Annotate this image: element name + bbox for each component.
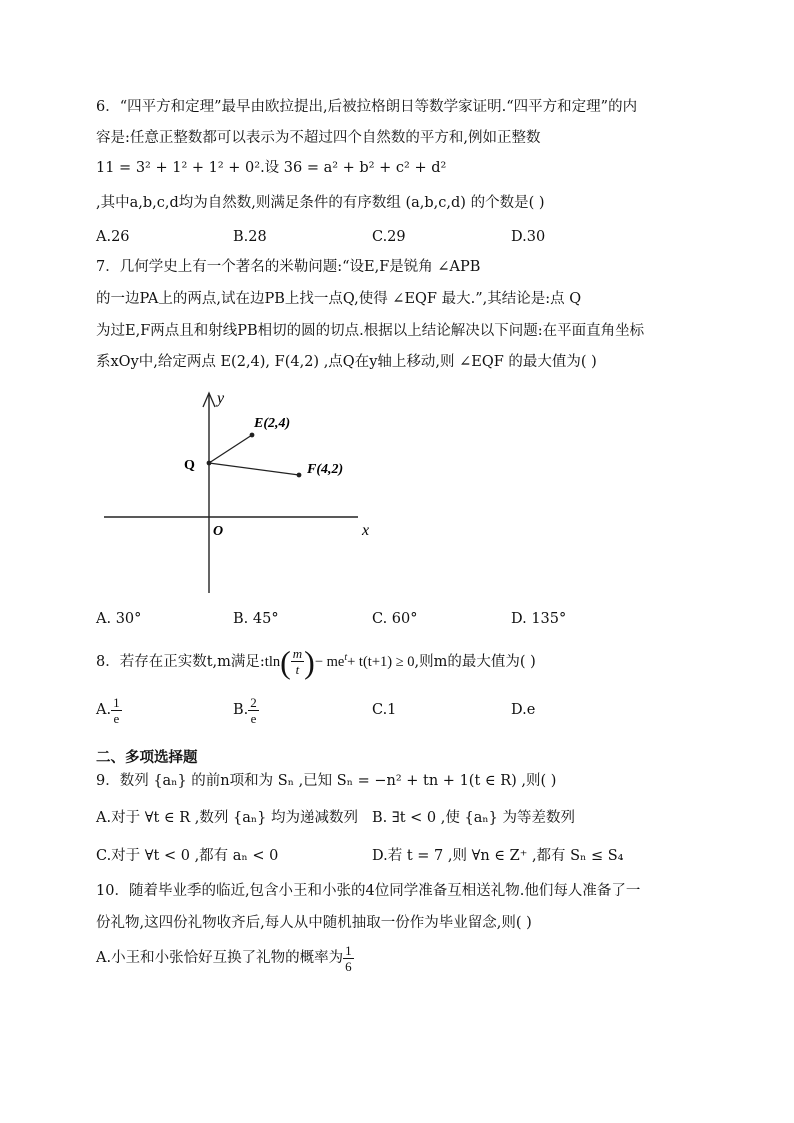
point-f	[297, 473, 302, 478]
q7-line4: 系xOy中,给定两点 E(2,4), F(4,2) ,点Q在y轴上移动,则 ∠EQF 的最大值为( )	[96, 354, 597, 370]
q6-option-a: A.26	[96, 229, 130, 245]
q6-line4: ,其中a,b,c,d均为自然数,则满足条件的有序数组 (a,b,c,d) 的个数是( )	[96, 195, 545, 211]
segment-qe	[209, 435, 252, 463]
q7-line2: 的一边PA上的两点,试在边PB上找一点Q,使得 ∠EQF 最大.”,其结论是:点 Q	[96, 291, 582, 307]
q6-option-c: C.29	[372, 229, 406, 245]
q6-line2: 容是:任意正整数都可以表示为不超过四个自然数的平方和,例如正整数	[96, 130, 541, 146]
q9-line1: 9．数列 {aₙ} 的前n项和为 Sₙ ,已知 Sₙ = −n² + tn + 1(t ∈ R) ,则( )	[96, 773, 557, 789]
q8-option-d: D.e	[511, 702, 536, 718]
q8-tln: tln	[264, 653, 281, 670]
f-label: F(4,2)	[307, 462, 344, 477]
section-title-multiple-choice: 二、多项选择题	[96, 750, 198, 766]
q7-option-a: A. 30°	[96, 611, 142, 627]
q10-line2: 份礼物,这四份礼物收齐后,每人从中随机抽取一份作为毕业留念,则( )	[96, 915, 532, 931]
q7-line1: 7．几何学史上有一个著名的米勒问题:“设E,F是锐角 ∠APB	[96, 259, 481, 275]
q8-fraction-m-over-t: $\frac{m}{t}$	[292, 646, 303, 678]
q-label: Q	[184, 458, 195, 473]
q10-line1: 10．随着毕业季的临近,包含小王和小张的4位同学准备互相送礼物.他们每人准备了一	[96, 883, 641, 899]
q8-suffix: ,则m的最大值为( )	[414, 653, 536, 670]
y-axis-label: y	[217, 390, 225, 407]
q8-middle: − me	[314, 653, 345, 670]
q6-option-b: B.28	[233, 229, 267, 245]
q8-option-b: B. $\frac{2}{e}$	[233, 694, 257, 726]
q6-option-d: D.30	[511, 229, 546, 245]
q7-option-c: C. 60°	[372, 611, 418, 627]
x-axis-label: x	[362, 522, 370, 539]
q6-line1: 6．“四平方和定理”最早由欧拉提出,后被拉格朗日等数学家证明.“四平方和定理”的内	[96, 99, 638, 115]
q9-option-b: B. ∃t < 0 ,使 {aₙ} 为等差数列	[372, 810, 575, 826]
q8-option-c: C.1	[372, 702, 397, 718]
q9-option-d: D.若 t = 7 ,则 ∀n ∈ Z⁺ ,都有 Sₙ ≤ S₄	[372, 848, 624, 864]
q8-option-a: A. $\frac{1}{e}$	[96, 694, 120, 726]
q6-line3: 11 = 3² + 1² + 1² + 0².设 36 = a² + b² + c² + d²	[96, 160, 447, 176]
q8-prefix: 8．若存在正实数t,m满足:	[96, 653, 265, 670]
q9-option-c: C.对于 ∀t < 0 ,都有 aₙ < 0	[96, 848, 279, 864]
q7-coordinate-figure	[96, 385, 386, 600]
origin-label: O	[213, 524, 224, 539]
q7-line3: 为过E,F两点且和射线PB相切的圆的切点.根据以上结论解决以下问题:在平面直角坐标	[96, 323, 645, 339]
q7-option-d: D. 135°	[511, 611, 567, 627]
q8-tail: + t(t+1) ≥ 0	[347, 653, 415, 670]
q8-line: 8．若存在正实数t,m满足:tln( $\frac{m}{t}$ )− $me^t+ t(t+1) \ge 0$,则m的最大值为( )	[96, 643, 536, 680]
point-q	[207, 461, 212, 466]
q9-option-a: A.对于 ∀t ∈ R ,数列 {aₙ} 均为递减数列	[96, 810, 358, 826]
segment-qf	[209, 463, 299, 475]
q10-option-a: A.小王和小张恰好互换了礼物的概率为 $\frac{1}{6}$	[96, 942, 352, 974]
e-label: E(2,4)	[254, 416, 291, 431]
q7-option-b: B. 45°	[233, 611, 279, 627]
q8-exp: t	[344, 652, 348, 663]
point-e	[250, 433, 255, 438]
